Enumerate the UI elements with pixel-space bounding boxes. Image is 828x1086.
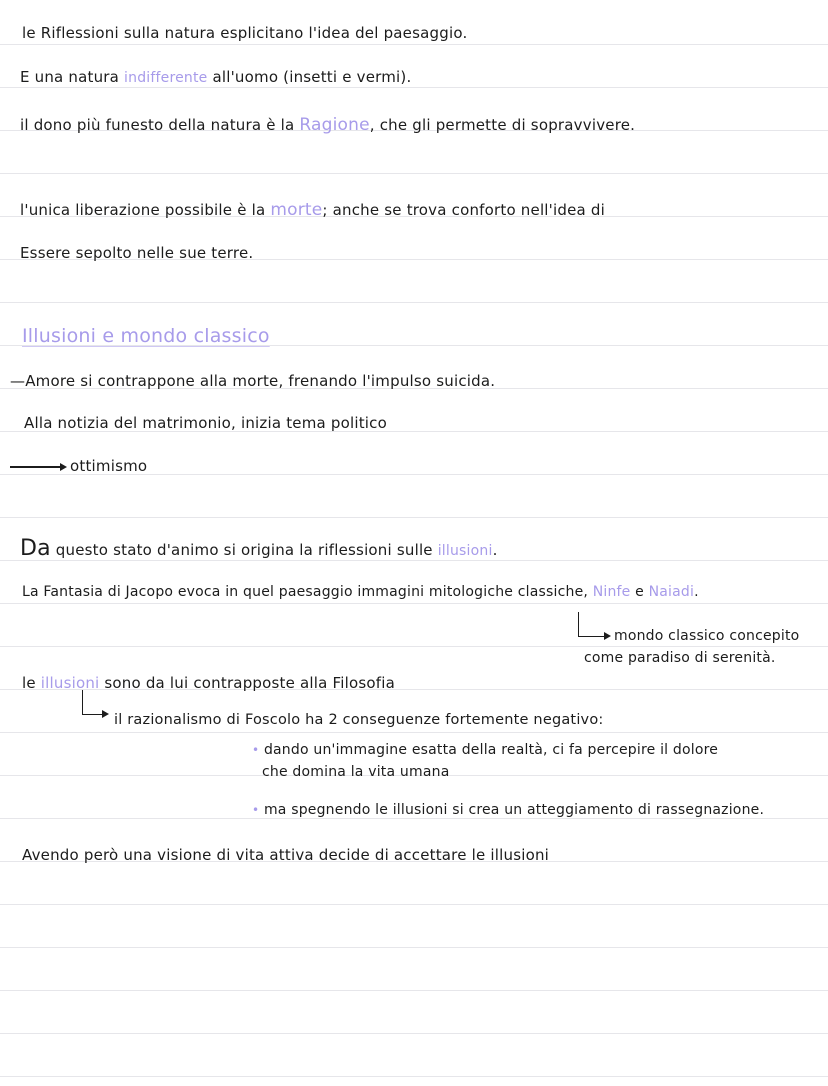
note-line-16: Avendo però una visione di vita attiva decide di accettare le illusioni [22,846,550,864]
note-line-5: Essere sepolto nelle sue terre. [20,244,254,262]
arrow-ottimismo [10,466,62,468]
highlight-morte: morte [270,200,323,220]
note-line-12: le illusioni sono da lui contrapposte alla Filosofia [22,674,395,692]
highlight-naiadi: Naiadi [648,584,695,600]
note-line-4: l'unica liberazione possibile è la morte; anche se trova conforto nell'idea di [20,200,605,220]
note-line-1: le Riflessioni sulla natura esplicitano l'idea del paesaggio. [22,24,468,42]
note-line-3: il dono più funesto della natura è la Ragione, che gli permette di sopravvivere. [20,115,636,135]
highlight-illusioni: illusioni [437,543,493,559]
arrow-head-icon [604,632,611,640]
section-heading: Illusioni e mondo classico [22,325,270,347]
note-line-7: Alla notizia del matrimonio, inizia tema politico [24,414,388,432]
highlight-ninfe: Ninfe [592,584,631,600]
note-line-9: Da questo stato d'animo si origina la riflessioni sulle illusioni. [20,536,498,561]
note-line-11b: come paradiso di serenità. [584,650,776,666]
note-line-2: E una natura indifferente all'uomo (insetti e vermi). [20,68,412,86]
bullet-dot-icon: • [252,803,260,817]
note-line-13: il razionalismo di Foscolo ha 2 conseguenze fortemente negativo: [114,712,604,728]
highlight-illusioni-2: illusioni [40,674,100,692]
note-bullet-1b: che domina la vita umana [262,764,450,780]
arrow-head-icon [60,463,67,471]
highlight-indifferente: indifferente [124,70,208,86]
elbow-arrow-mondo [578,612,607,637]
note-line-11a: mondo classico concepito [614,628,800,644]
arrow-head-icon [102,710,109,718]
note-bullet-1: • dando un'immagine esatta della realtà, ci fa percepire il dolore [252,742,719,758]
note-line-6: —Amore si contrappone alla morte, frenando l'impulso suicida. [10,372,496,390]
highlight-ragione: Ragione [299,115,370,135]
note-line-10: La Fantasia di Jacopo evoca in quel paesaggio immagini mitologiche classiche, Ninfe e Naiadi. [22,584,699,600]
note-bullet-2: • ma spegnendo le illusioni si crea un atteggiamento di rassegnazione. [252,802,765,818]
dash-marker: — [10,372,26,390]
note-line-8: ottimismo [70,457,148,475]
bullet-dot-icon: • [252,743,260,757]
